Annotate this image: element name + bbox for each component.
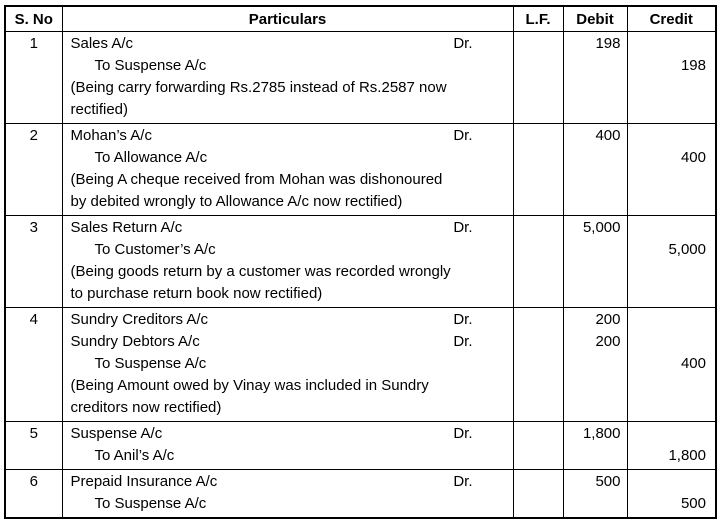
credit-amount: 400 <box>680 149 706 166</box>
col-header-debit: Debit <box>563 6 627 32</box>
dr-label: Dr. <box>453 127 473 144</box>
debit-account-line <box>63 309 513 331</box>
credit-account-line <box>63 445 513 467</box>
debit-empty-line <box>564 445 627 467</box>
journal-entry-row <box>5 32 716 124</box>
credit-account-line <box>63 55 513 77</box>
credit-cell <box>627 216 716 308</box>
particulars-cell <box>62 216 513 308</box>
credit-empty-line <box>628 375 716 397</box>
debit-empty-line <box>564 99 627 121</box>
credit-account-line <box>63 147 513 169</box>
particular-text: Sundry Creditors A/c <box>70 311 209 328</box>
credit-amount: 5,000 <box>668 241 706 258</box>
debit-cell <box>563 308 627 422</box>
debit-amount: 198 <box>595 35 621 52</box>
debit-amount: 200 <box>595 333 621 350</box>
debit-account-line <box>63 423 513 445</box>
credit-empty-line <box>628 169 716 191</box>
particular-text: Sales A/c <box>70 35 134 52</box>
narration-line <box>63 375 513 397</box>
debit-account-line <box>63 217 513 239</box>
particular-text: To Suspense A/c <box>94 355 207 372</box>
credit-empty-line <box>628 77 716 99</box>
entry-number-cell <box>5 308 62 422</box>
journal-entry-row <box>5 422 716 470</box>
entry-number-cell <box>5 216 62 308</box>
credit-empty-line <box>628 283 716 305</box>
entry-number: 4 <box>29 311 38 328</box>
particular-text: Sundry Debtors A/c <box>70 333 200 350</box>
particular-text: (Being carry forwarding Rs.2785 instead of Rs.2587 now <box>70 79 447 96</box>
particular-text: Sales Return A/c <box>70 219 183 236</box>
debit-amount: 500 <box>595 473 621 490</box>
credit-amount: 500 <box>680 495 706 512</box>
particular-text: To Customer’s A/c <box>94 241 216 258</box>
particular-text: Mohan’s A/c <box>70 127 152 144</box>
debit-empty-line <box>564 261 627 283</box>
credit-empty-line <box>628 261 716 283</box>
narration-line <box>63 77 513 99</box>
particular-text: To Allowance A/c <box>94 149 208 166</box>
particulars-cell <box>62 124 513 216</box>
journal-body <box>5 32 716 519</box>
particulars-cell <box>62 470 513 519</box>
particular-text: To Suspense A/c <box>94 495 207 512</box>
lf-cell <box>513 470 563 519</box>
dr-label: Dr. <box>453 35 473 52</box>
debit-account-line <box>63 125 513 147</box>
journal-entry-row <box>5 216 716 308</box>
entry-number: 5 <box>29 425 38 442</box>
debit-empty-line <box>564 77 627 99</box>
debit-empty-line <box>564 353 627 375</box>
credit-account-line <box>63 239 513 261</box>
col-header-particulars: Particulars <box>62 6 513 32</box>
header-row <box>5 6 716 32</box>
credit-empty-line <box>628 191 716 213</box>
dr-label: Dr. <box>453 333 473 350</box>
debit-cell <box>563 124 627 216</box>
col-header-sno: S. No <box>5 6 62 32</box>
dr-label: Dr. <box>453 311 473 328</box>
debit-amount: 5,000 <box>582 219 621 236</box>
credit-empty-line <box>628 423 716 445</box>
particular-text: Prepaid Insurance A/c <box>70 473 218 490</box>
journal-table <box>4 5 717 519</box>
narration-line <box>63 283 513 305</box>
narration-line <box>63 191 513 213</box>
credit-empty-line <box>628 99 716 121</box>
debit-cell <box>563 470 627 519</box>
credit-cell <box>627 308 716 422</box>
debit-amount: 200 <box>595 311 621 328</box>
narration-line <box>63 99 513 121</box>
particular-text: by debited wrongly to Allowance A/c now rectified) <box>70 193 403 210</box>
particular-text: (Being A cheque received from Mohan was dishonoured <box>70 171 443 188</box>
debit-account-line <box>63 33 513 55</box>
entry-number: 2 <box>29 127 38 144</box>
entry-number-cell <box>5 32 62 124</box>
credit-empty-line <box>628 125 716 147</box>
debit-empty-line <box>564 191 627 213</box>
debit-empty-line <box>564 169 627 191</box>
particular-text: creditors now rectified) <box>70 399 222 416</box>
credit-account-line <box>63 493 513 515</box>
particulars-cell <box>62 422 513 470</box>
entry-number-cell <box>5 124 62 216</box>
credit-amount: 400 <box>680 355 706 372</box>
credit-account-line <box>63 353 513 375</box>
particular-text: To Anil’s A/c <box>94 447 175 464</box>
credit-amount: 198 <box>680 57 706 74</box>
debit-empty-line <box>564 397 627 419</box>
debit-empty-line <box>564 283 627 305</box>
credit-empty-line <box>628 33 716 55</box>
dr-label: Dr. <box>453 219 473 236</box>
debit-cell <box>563 216 627 308</box>
col-header-lf: L.F. <box>513 6 563 32</box>
debit-empty-line <box>564 375 627 397</box>
entry-number-cell <box>5 422 62 470</box>
debit-empty-line <box>564 493 627 515</box>
narration-line <box>63 261 513 283</box>
lf-cell <box>513 308 563 422</box>
debit-empty-line <box>564 55 627 77</box>
particular-text: to purchase return book now rectified) <box>70 285 323 302</box>
narration-line <box>63 169 513 191</box>
journal-entry-row <box>5 470 716 519</box>
entry-number: 6 <box>29 473 38 490</box>
debit-account-line <box>63 331 513 353</box>
lf-cell <box>513 216 563 308</box>
particulars-cell <box>62 32 513 124</box>
entry-number: 3 <box>29 219 38 236</box>
particulars-cell <box>62 308 513 422</box>
debit-account-line <box>63 471 513 493</box>
debit-empty-line <box>564 239 627 261</box>
col-header-credit: Credit <box>627 6 716 32</box>
narration-line <box>63 397 513 419</box>
lf-cell <box>513 32 563 124</box>
particular-text: (Being Amount owed by Vinay was included in Sundry <box>70 377 429 394</box>
entry-number: 1 <box>29 35 38 52</box>
particular-text: rectified) <box>70 101 129 118</box>
credit-empty-line <box>628 331 716 353</box>
credit-cell <box>627 32 716 124</box>
credit-amount: 1,800 <box>668 447 706 464</box>
dr-label: Dr. <box>453 473 473 490</box>
dr-label: Dr. <box>453 425 473 442</box>
credit-cell <box>627 470 716 519</box>
debit-cell <box>563 32 627 124</box>
credit-empty-line <box>628 397 716 419</box>
debit-amount: 400 <box>595 127 621 144</box>
credit-empty-line <box>628 471 716 493</box>
particular-text: To Suspense A/c <box>94 57 207 74</box>
credit-empty-line <box>628 309 716 331</box>
credit-cell <box>627 422 716 470</box>
debit-amount: 1,800 <box>582 425 621 442</box>
entry-number-cell <box>5 470 62 519</box>
debit-empty-line <box>564 147 627 169</box>
journal-entry-row <box>5 308 716 422</box>
particular-text: (Being goods return by a customer was recorded wrongly <box>70 263 451 280</box>
journal-entry-row <box>5 124 716 216</box>
credit-empty-line <box>628 217 716 239</box>
lf-cell <box>513 422 563 470</box>
credit-cell <box>627 124 716 216</box>
debit-cell <box>563 422 627 470</box>
lf-cell <box>513 124 563 216</box>
particular-text: Suspense A/c <box>70 425 163 442</box>
